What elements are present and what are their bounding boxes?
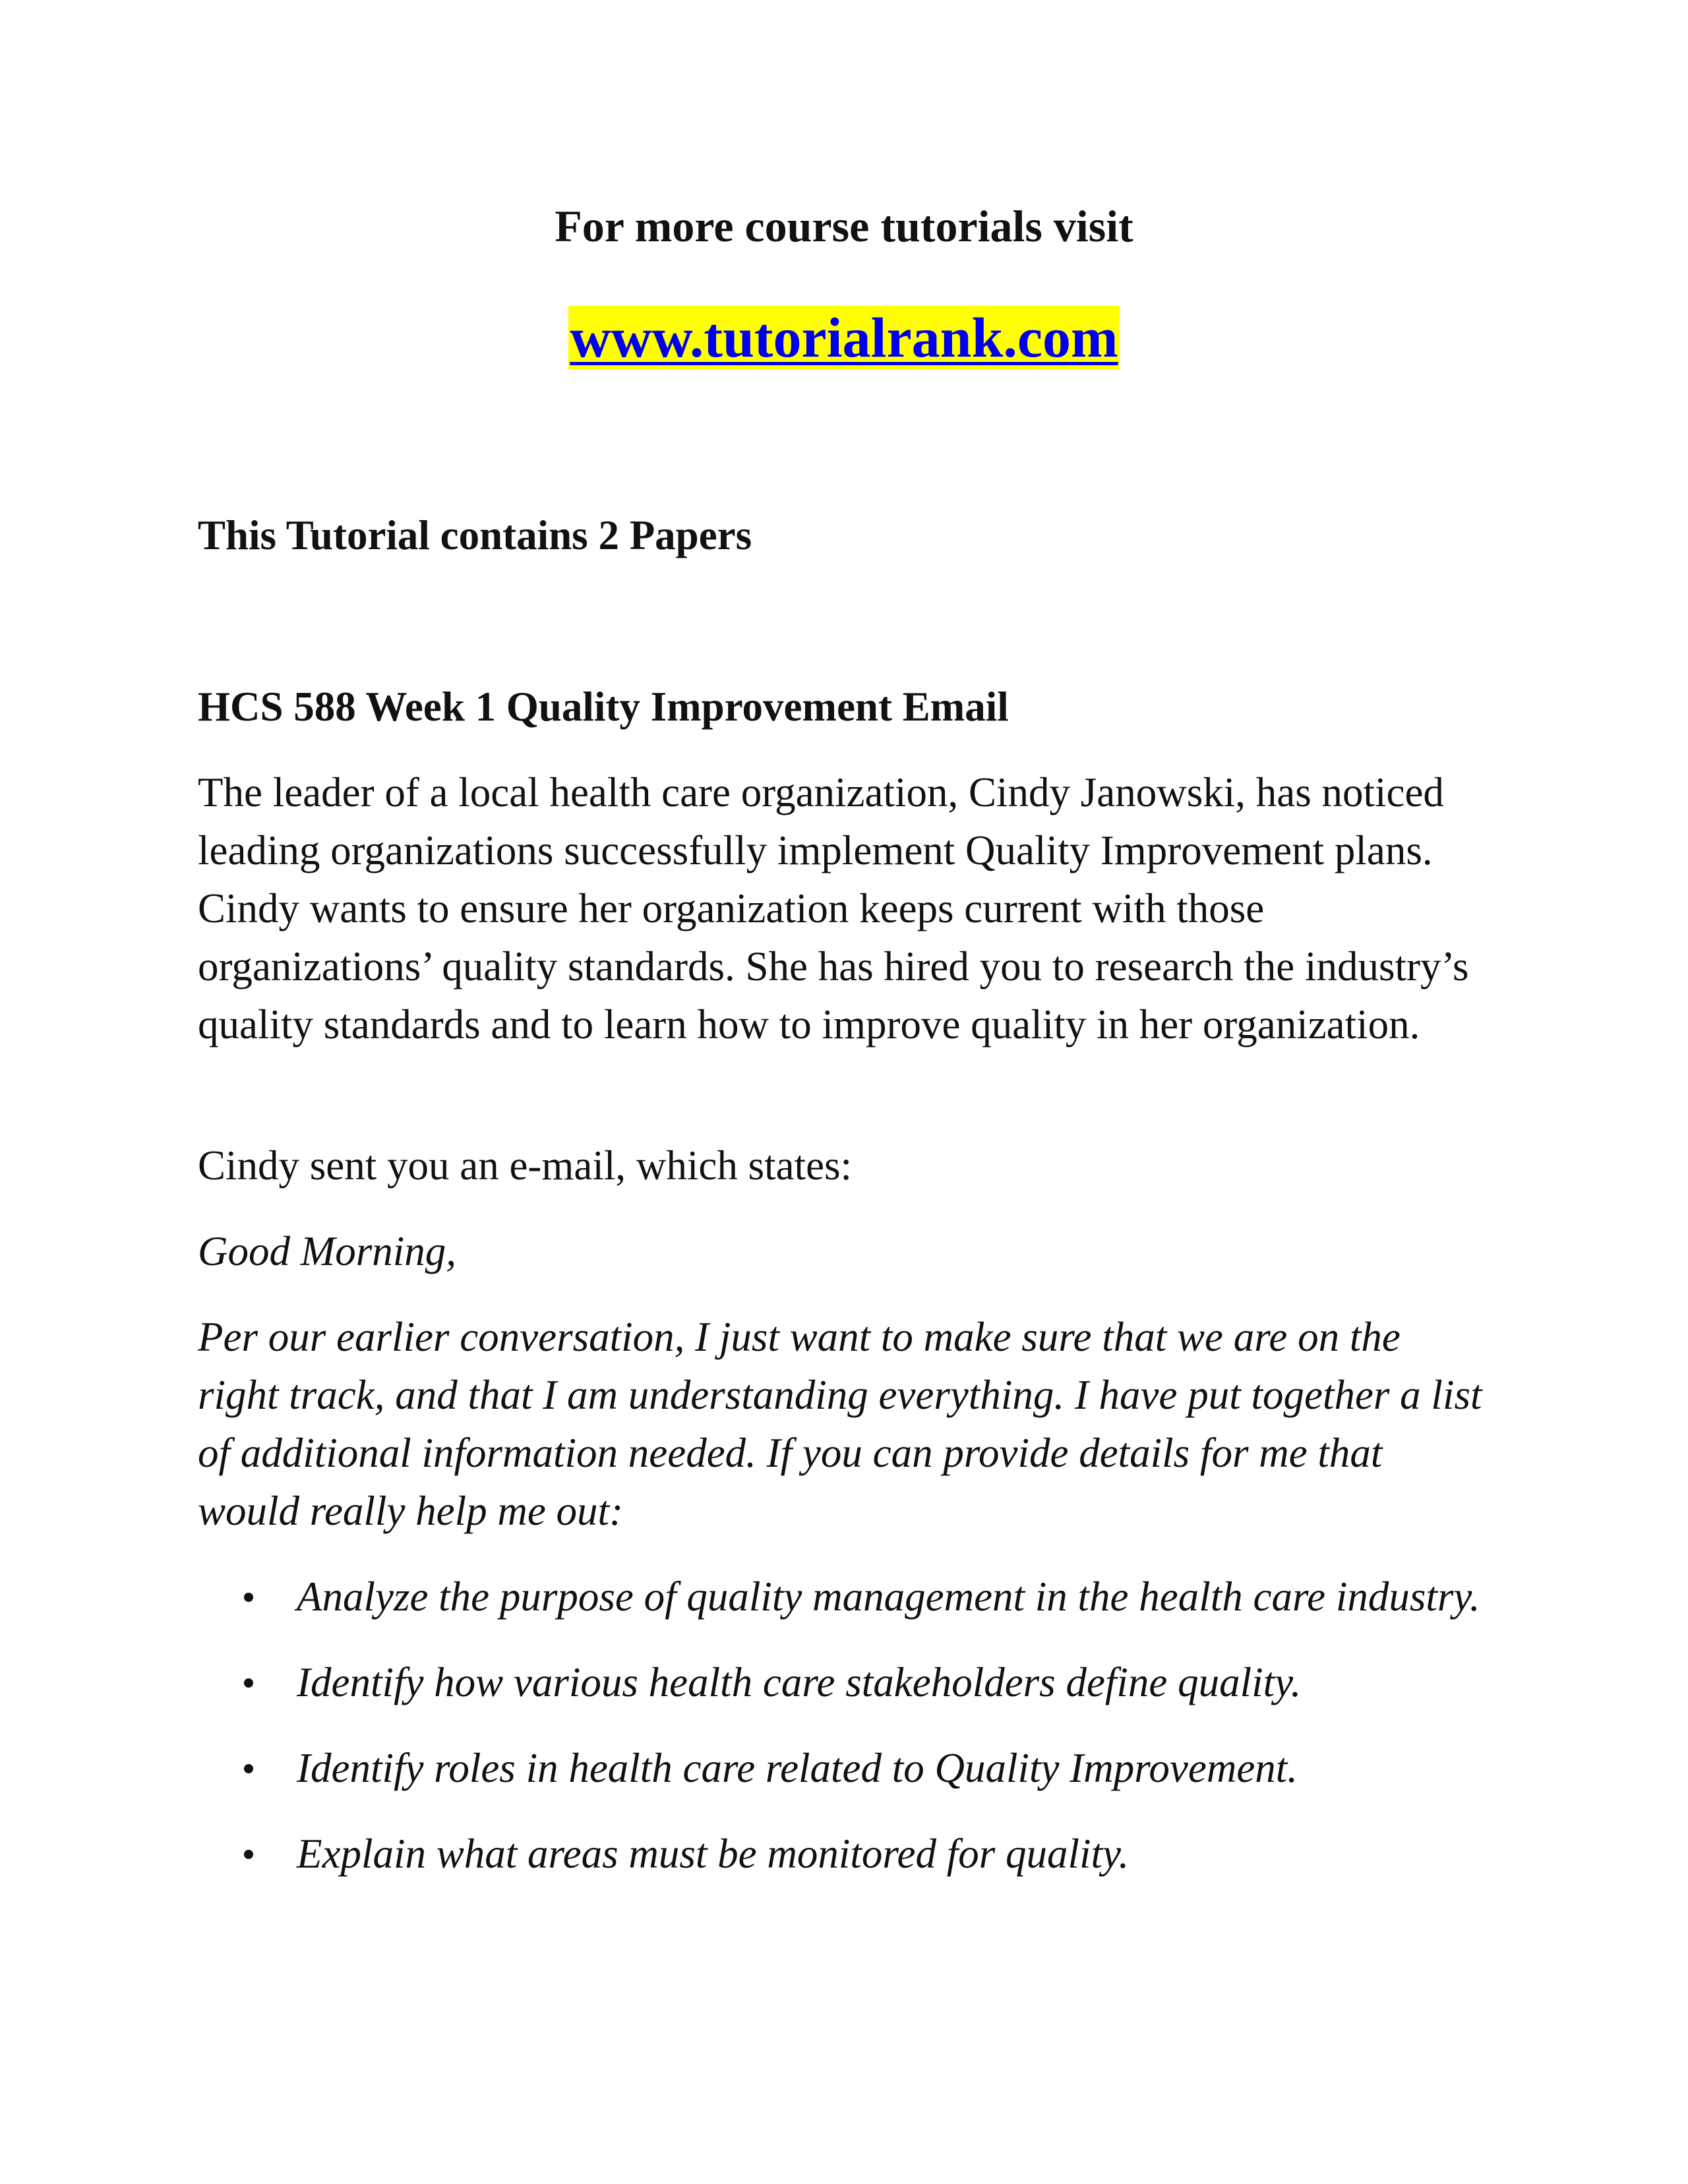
bullet-icon	[244, 1593, 253, 1602]
bullet-icon	[244, 1764, 253, 1773]
email-greeting: Good Morning,	[198, 1228, 456, 1274]
list-item	[198, 1739, 1490, 1797]
tutorial-count-heading: This Tutorial contains 2 Papers	[198, 512, 752, 558]
list-item	[198, 1653, 1490, 1711]
list-item-text: Identify how various health care stakeholders define quality.	[297, 1659, 1302, 1705]
list-item	[198, 1568, 1490, 1626]
visit-heading: For more course tutorials visit	[555, 201, 1133, 251]
bullet-icon	[244, 1850, 253, 1859]
email-intro: Cindy sent you an e-mail, which states:	[198, 1142, 853, 1189]
tutorialrank-link[interactable]: www.tutorialrank.com	[570, 306, 1118, 369]
requirements-list	[198, 1568, 1490, 1910]
bullet-icon	[244, 1678, 253, 1688]
list-item	[198, 1825, 1490, 1883]
list-item-text: Explain what areas must be monitored for quality.	[297, 1831, 1130, 1877]
assignment-title: HCS 588 Week 1 Quality Improvement Email	[198, 684, 1009, 730]
assignment-description: The leader of a local health care organization, Cindy Janowski, has noticed leading organizations successfully implement Quality Improvement plans. Cindy wants to ensure her organization keeps current with those organizations’ quality standards. She has hired you to research the industry’s quality standards and to learn how to improve quality in her organization.	[198, 769, 1469, 1048]
email-body: Per our earlier conversation, I just want to make sure that we are on the right track, and that I am understanding everything. I have put together a list of additional information needed. If you can provide details for me that would really help me out:	[198, 1314, 1482, 1534]
list-item-text: Analyze the purpose of quality management in the health care industry.	[297, 1574, 1480, 1620]
site-link-container	[0, 305, 1688, 370]
list-item-text: Identify roles in health care related to Quality Improvement.	[297, 1745, 1298, 1791]
